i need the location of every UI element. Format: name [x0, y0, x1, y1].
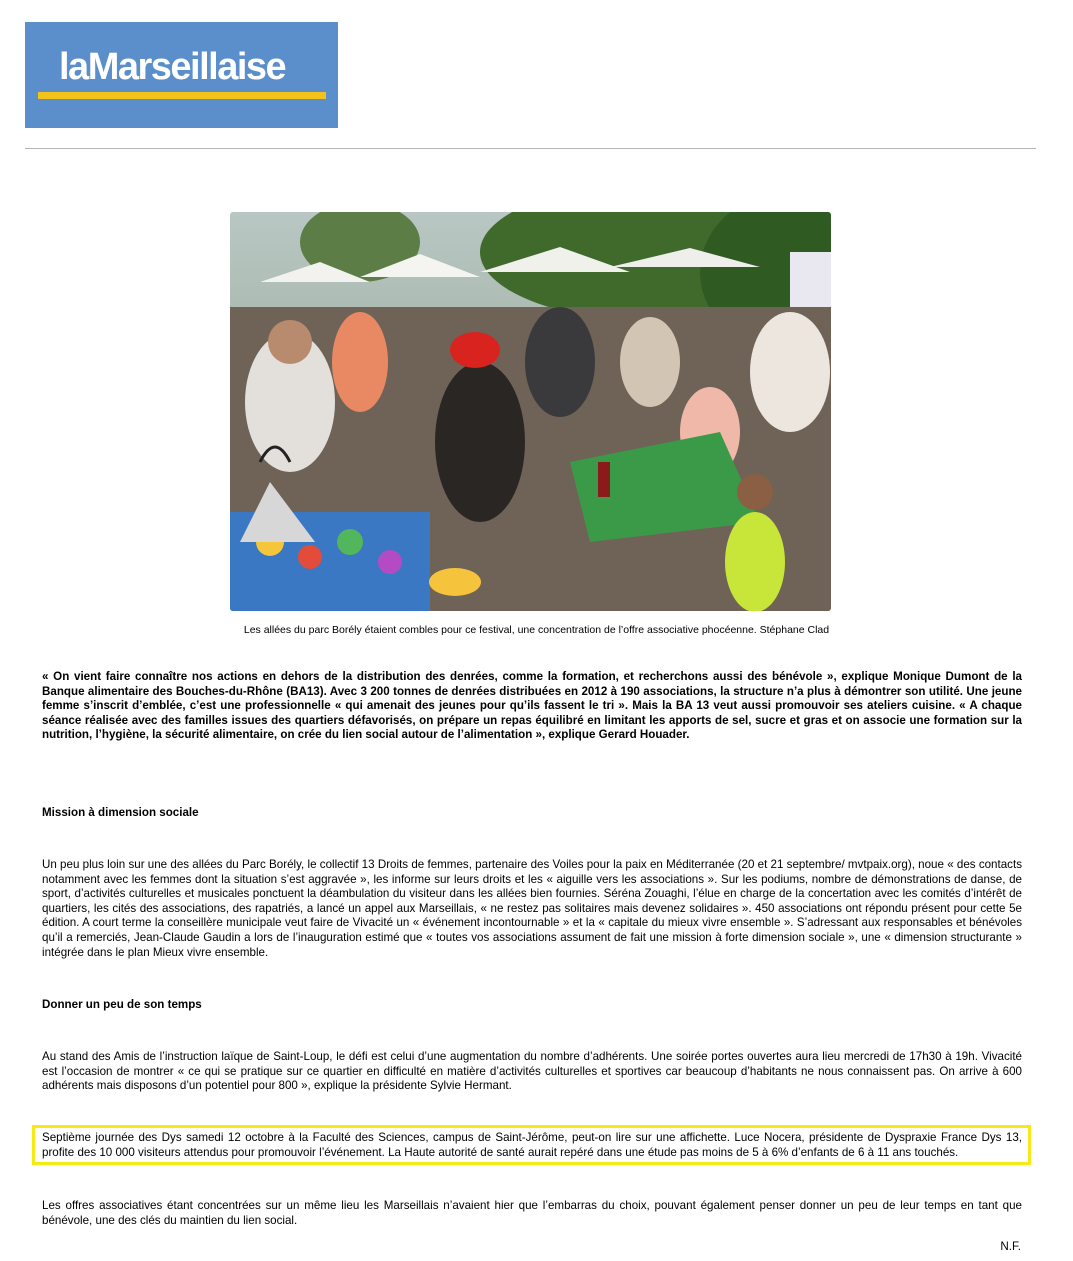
article-photo: [230, 212, 831, 611]
article-paragraph-highlighted: Septième journée des Dys samedi 12 octobre à la Faculté des Sciences, campus de Saint-Jérôme, peut-on lire sur une affichette. Luce Nocera, présidente de Dyspraxie France Dys 13, profite des 10 000 visiteurs attendus pour promouvoir l’événement. La Haute autorité de santé aurait repéré dans une étude pas moins de 5 à 6% d’enfants de 6 à 11 ans touchés.: [42, 1131, 1022, 1159]
article-paragraph: Les offres associatives étant concentrées sur un même lieu les Marseillais n’avaient hier que l’embarras du choix, pouvant également penser donner un peu de leur temps en tant que bénévole, une des clés du maintien du lien social.: [42, 1199, 1022, 1227]
logo-text: laMarseillaise: [59, 46, 286, 88]
header-divider: [25, 148, 1036, 149]
section-heading-temps: Donner un peu de son temps: [42, 998, 202, 1011]
article-lead: « On vient faire connaître nos actions en dehors de la distribution des denrées, comme la formation, et recherchons aussi des bénévole », explique Monique Dumont de la Banque alimentaire des Bouches-du-Rhône (BA13). Avec 3 200 tonnes de denrées distribuées en 2012 à 190 associations, la structure n’a plus à démontrer son utilité. Une jeune femme s’inscrit d’emblée, c’est une professionnelle « qui amenait des jeunes pour qu’ils fassent le tri ». Mais la BA 13 veut aussi promouvoir ses ateliers cuisine. « A chaque séance réalisée avec des familles issues des quartiers défavorisés, on prépare un repas équilibré en limitant les apports de sel, sucre et gras et on associe une formation sur la nutrition, l’hygiène, la sécurité alimentaire, on crée du lien social autour de l’alimentation », explique Gerard Houader.: [42, 670, 1022, 742]
article-paragraph: Un peu plus loin sur une des allées du Parc Borély, le collectif 13 Droits de femmes, partenaire des Voiles pour la paix en Méditerranée (20 et 21 septembre/ mvtpaix.org), noue « des contacts notamment avec les femmes dont la situation s’est aggravée », les informe sur leurs droits et les « aiguille vers les associations ». Sur les podiums, nombre de démonstrations de danse, de sport, d’activités culturelles et musicales ponctuent la déambulation du visiteur dans les allées bien fournies. Séréna Zouaghi, l’élue en charge de la concertation avec les comités d’intérêt de quartiers, les cités des associations, des rapatriés, a lancé un appel aux Marseillais, « ne restez pas solitaires mais devenez solidaires ». 450 associations ont répondu présent pour cette 5e édition. A court terme la conseillère municipale veut faire de Vivacité un « événement incontournable » et la « capitale du mieux vivre ensemble ». S’adressant aux responsables et bénévoles qu’il a remerciés, Jean-Claude Gaudin a lors de l’inauguration estimé que « toutes vos associations assument de fait une mission à forte dimension sociale », une « dimension structurante » intégrée dans le plan Mieux vivre ensemble.: [42, 858, 1022, 959]
author-signature: N.F.: [1000, 1240, 1021, 1253]
logo-underline-bar: [38, 92, 326, 99]
article-paragraph: Au stand des Amis de l’instruction laïque de Saint-Loup, le défi est celui d’une augmentation du nombre d’adhérents. Une soirée portes ouvertes aura lieu mercredi de 17h30 à 19h. Vivacité est l’occasion de montrer « ce qui se pratique sur ce quartier en difficulté en matière d’activités culturelles et sportives car beaucoup d’habitants ne nous connaissent pas. On arrive à 600 adhérents mais disposons d’un potentiel pour 800 », explique la présidente Sylvie Hermant.: [42, 1050, 1022, 1093]
newspaper-logo[interactable]: [25, 22, 338, 128]
photo-caption: Les allées du parc Borély étaient combles pour ce festival, une concentration de l’offre associative phocéenne. Stéphane Clad: [243, 624, 830, 636]
section-heading-mission: Mission à dimension sociale: [42, 806, 199, 819]
